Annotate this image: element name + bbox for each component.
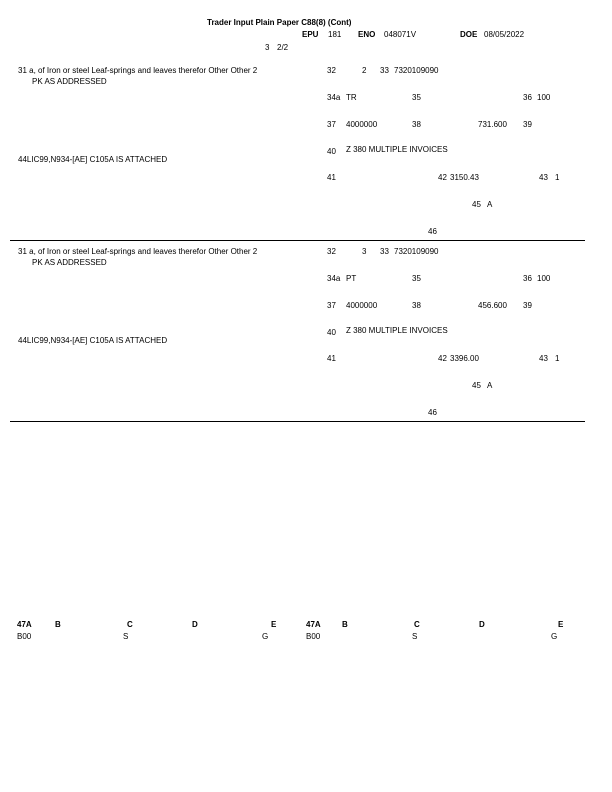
country-of-origin: PT [346, 274, 357, 283]
item-divider [10, 421, 585, 422]
eno-value: 048071V [384, 30, 417, 39]
doe-label: DOE [460, 30, 478, 39]
item-price: 3150.43 [450, 173, 479, 182]
tax-header-d: D [479, 620, 485, 629]
box-40-label: 40 [327, 328, 336, 337]
tax-type-code: B00 [306, 632, 321, 641]
box-33-label: 33 [380, 247, 389, 256]
epu-value: 181 [328, 30, 342, 39]
box-38-label: 38 [412, 120, 421, 129]
box-37-label: 37 [327, 301, 336, 310]
box-43-label: 43 [539, 173, 548, 182]
previous-document: Z 380 MULTIPLE INVOICES [346, 326, 448, 335]
box-36-label: 36 [523, 274, 532, 283]
box-46-label: 46 [428, 408, 437, 417]
commodity-code: 7320109090 [394, 66, 439, 75]
licence-statement: 44LIC99,N934-[AE] C105A IS ATTACHED [18, 336, 168, 345]
epu-label: EPU [302, 30, 319, 39]
tax-value-c: S [412, 632, 418, 641]
goods-description: 31 a, of Iron or steel Leaf-springs and leaves therefor Other Other 2 [18, 247, 258, 256]
tax-header-b: B [342, 620, 348, 629]
page-count: 2/2 [277, 43, 289, 52]
country-of-origin: TR [346, 93, 357, 102]
box-41-label: 41 [327, 354, 336, 363]
net-mass: 456.600 [478, 301, 507, 310]
tax-header-b: B [55, 620, 61, 629]
preference-code: 100 [537, 93, 551, 102]
box-32-label: 32 [327, 66, 336, 75]
tax-header-47a: 47A [17, 620, 32, 629]
box-46-label: 46 [428, 227, 437, 236]
box-45-label: 45 [472, 381, 481, 390]
box-36-label: 36 [523, 93, 532, 102]
box-41-label: 41 [327, 173, 336, 182]
net-mass: 731.600 [478, 120, 507, 129]
item-number: 2 [362, 66, 367, 75]
tax-value-c: S [123, 632, 129, 641]
box-32-label: 32 [327, 247, 336, 256]
box-38-label: 38 [412, 301, 421, 310]
box-34a-label: 34a [327, 274, 341, 283]
eno-label: ENO [358, 30, 376, 39]
goods-description: 31 a, of Iron or steel Leaf-springs and leaves therefor Other Other 2 [18, 66, 258, 75]
tax-header-c: C [127, 620, 133, 629]
valuation-method: 1 [555, 354, 560, 363]
page-number: 3 [265, 43, 270, 52]
box-45-label: 45 [472, 200, 481, 209]
previous-document: Z 380 MULTIPLE INVOICES [346, 145, 448, 154]
valuation-method: 1 [555, 173, 560, 182]
tax-value-e: G [551, 632, 558, 641]
box-37-label: 37 [327, 120, 336, 129]
tax-header-e: E [271, 620, 277, 629]
box-35-label: 35 [412, 93, 421, 102]
item-price: 3396.00 [450, 354, 479, 363]
licence-statement: 44LIC99,N934-[AE] C105A IS ATTACHED [18, 155, 168, 164]
preference-code: 100 [537, 274, 551, 283]
package-marks: PK AS ADDRESSED [32, 77, 107, 86]
item-number: 3 [362, 247, 367, 256]
adjustment-code: A [487, 200, 493, 209]
procedure-code: 4000000 [346, 301, 378, 310]
item-divider [10, 240, 585, 241]
box-39-label: 39 [523, 301, 532, 310]
box-33-label: 33 [380, 66, 389, 75]
box-34a-label: 34a [327, 93, 341, 102]
document-title: Trader Input Plain Paper C88(8) (Cont) [207, 18, 352, 27]
tax-header-c: C [414, 620, 420, 629]
tax-header-e: E [558, 620, 564, 629]
box-39-label: 39 [523, 120, 532, 129]
procedure-code: 4000000 [346, 120, 378, 129]
doe-value: 08/05/2022 [484, 30, 525, 39]
tax-header-d: D [192, 620, 198, 629]
tax-type-code: B00 [17, 632, 32, 641]
commodity-code: 7320109090 [394, 247, 439, 256]
adjustment-code: A [487, 381, 493, 390]
box-42-label: 42 [438, 354, 447, 363]
tax-value-e: G [262, 632, 269, 641]
box-43-label: 43 [539, 354, 548, 363]
box-40-label: 40 [327, 147, 336, 156]
box-35-label: 35 [412, 274, 421, 283]
tax-header-47a: 47A [306, 620, 321, 629]
package-marks: PK AS ADDRESSED [32, 258, 107, 267]
box-42-label: 42 [438, 173, 447, 182]
